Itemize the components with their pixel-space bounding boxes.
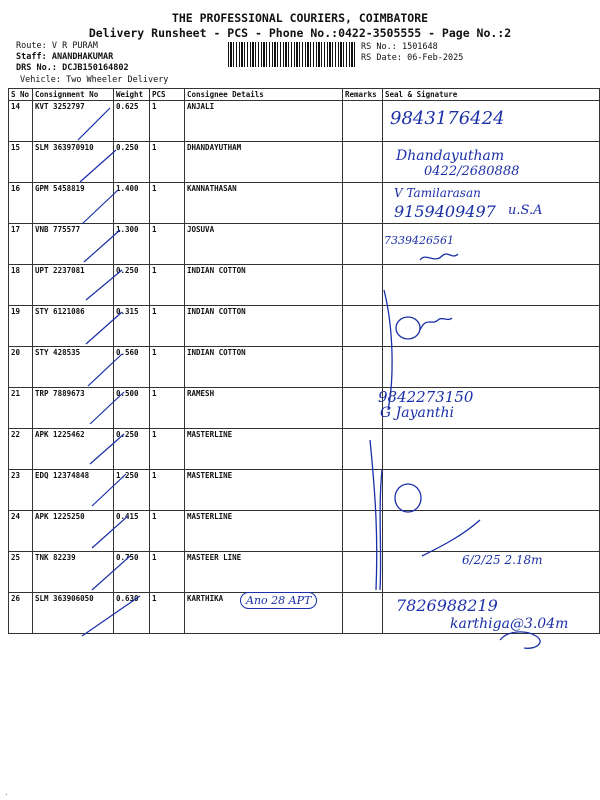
cell-sno: 20 xyxy=(9,347,33,388)
signature xyxy=(422,520,480,556)
cell-weight: 0.500 xyxy=(114,388,150,429)
staff-label: Staff: xyxy=(16,52,47,62)
cell-cno: UPT 2237081 xyxy=(33,265,114,306)
cell-sno: 18 xyxy=(9,265,33,306)
cell-cno: VNB 775577 xyxy=(33,224,114,265)
stamp-circle xyxy=(396,317,420,339)
cell-weight: 0.250 xyxy=(114,429,150,470)
cell-weight: 0.625 xyxy=(114,101,150,142)
tick-mark xyxy=(82,596,140,636)
cell-cno: APK 1225462 xyxy=(33,429,114,470)
signature xyxy=(384,290,392,410)
cell-weight: 0.250 xyxy=(114,142,150,183)
tick-mark xyxy=(92,556,130,590)
cell-cno: SLM 363970910 xyxy=(33,142,114,183)
route-value: V R PURAM xyxy=(51,41,98,51)
vehicle-label: Vehicle: xyxy=(20,75,61,85)
cell-cno: SLM 363906050 xyxy=(33,593,114,634)
handwritten-date: 6/2/25 2.18m xyxy=(462,553,543,567)
col-seal: Seal & Signature xyxy=(383,89,600,101)
cell-weight: 1.400 xyxy=(114,183,150,224)
route-label: Route: xyxy=(16,41,47,51)
tick-mark xyxy=(90,434,124,464)
rs-date-label: RS Date: xyxy=(361,53,402,63)
cell-weight: 1.300 xyxy=(114,224,150,265)
cell-pcs: 1 xyxy=(150,593,185,634)
staff-value: ANANDHAKUMAR xyxy=(51,52,114,62)
handwritten-name: G Jayanthi xyxy=(380,405,454,421)
cell-sno: 23 xyxy=(9,470,33,511)
cell-sno: 25 xyxy=(9,552,33,593)
signature xyxy=(500,632,540,648)
cell-consignee: INDIAN COTTON xyxy=(185,265,343,306)
col-consignee: Consignee Details xyxy=(185,89,343,101)
cell-sno: 17 xyxy=(9,224,33,265)
col-pcs: PCS xyxy=(150,89,185,101)
cell-sno: 16 xyxy=(9,183,33,224)
signature xyxy=(370,440,377,590)
tick-mark xyxy=(86,270,122,300)
cell-consignee: INDIAN COTTON xyxy=(185,347,343,388)
handwritten-note: u.S.A xyxy=(508,203,543,218)
tick-mark xyxy=(92,516,128,548)
cell-weight: 0.750 xyxy=(114,552,150,593)
tick-mark xyxy=(80,150,116,182)
handwritten-phone: 0422/2680888 xyxy=(424,164,520,179)
cell-pcs: 1 xyxy=(150,470,185,511)
col-weight: Weight xyxy=(114,89,150,101)
col-sno: S No xyxy=(9,89,33,101)
rs-no-label: RS No.: xyxy=(361,42,397,52)
handwritten-name: karthiga@3.04m xyxy=(450,616,569,632)
tick-mark xyxy=(86,312,122,344)
signature xyxy=(420,254,458,260)
cell-cno: TNK 82239 xyxy=(33,552,114,593)
cell-weight: 0.315 xyxy=(114,306,150,347)
cell-sno: 26 xyxy=(9,593,33,634)
tick-mark xyxy=(92,474,126,506)
cell-consignee: KANNATHASAN xyxy=(185,183,343,224)
cell-cno: APK 1225250 xyxy=(33,511,114,552)
cell-pcs: 1 xyxy=(150,552,185,593)
signature xyxy=(420,318,452,330)
cell-pcs: 1 xyxy=(150,224,185,265)
cell-consignee: JOSUVA xyxy=(185,224,343,265)
rs-date-value: 06-Feb-2025 xyxy=(407,53,464,63)
cell-consignee: MASTERLINE xyxy=(185,429,343,470)
cell-consignee: MASTERLINE xyxy=(185,470,343,511)
tick-mark xyxy=(78,108,110,140)
col-remarks: Remarks xyxy=(343,89,383,101)
cell-consignee: RAMESH xyxy=(185,388,343,429)
cell-cno: TRP 7889673 xyxy=(33,388,114,429)
tick-marks xyxy=(78,108,140,636)
cell-weight: 0.250 xyxy=(114,265,150,306)
cell-consignee: MASTEER LINE xyxy=(185,552,343,593)
cell-cno: EDQ 12374848 xyxy=(33,470,114,511)
cell-pcs: 1 xyxy=(150,347,185,388)
cell-sno: 19 xyxy=(9,306,33,347)
cell-pcs: 1 xyxy=(150,511,185,552)
cell-consignee: ANJALI xyxy=(185,101,343,142)
cell-pcs: 1 xyxy=(150,306,185,347)
cell-sno: 21 xyxy=(9,388,33,429)
signatures xyxy=(370,254,540,648)
cell-pcs: 1 xyxy=(150,429,185,470)
cell-weight: 0.415 xyxy=(114,511,150,552)
drs-value: DCJB150164802 xyxy=(62,63,129,73)
cell-pcs: 1 xyxy=(150,265,185,306)
rs-no-value: 1501648 xyxy=(401,42,438,52)
tick-mark xyxy=(90,392,124,424)
handwritten-phone: 9159409497 xyxy=(394,202,496,221)
tick-mark xyxy=(82,190,118,224)
cell-sno: 15 xyxy=(9,142,33,183)
cell-cno: KVT 3252797 xyxy=(33,101,114,142)
stamp-circle xyxy=(395,484,421,512)
cell-weight: 1.250 xyxy=(114,470,150,511)
col-consignment: Consignment No xyxy=(33,89,114,101)
cell-sno: 24 xyxy=(9,511,33,552)
handwritten-phone: 7339426561 xyxy=(384,234,454,247)
handwritten-phone: 7826988219 xyxy=(396,596,498,615)
cell-consignee: INDIAN COTTON xyxy=(185,306,343,347)
cell-consignee: KARTHIKA xyxy=(185,593,343,634)
cell-cno: STY 428535 xyxy=(33,347,114,388)
drs-label: DRS No.: xyxy=(16,63,57,73)
cell-weight: 0.560 xyxy=(114,347,150,388)
cell-weight: 0.630 xyxy=(114,593,150,634)
cell-pcs: 1 xyxy=(150,388,185,429)
handwritten-phone: 9843176424 xyxy=(390,108,505,129)
cell-consignee: DHANDAYUTHAM xyxy=(185,142,343,183)
handwritten-remark: Ano 28 APT xyxy=(240,592,317,609)
corner-mark: · xyxy=(4,790,9,799)
cell-pcs: 1 xyxy=(150,183,185,224)
cell-sno: 22 xyxy=(9,429,33,470)
cell-sno: 14 xyxy=(9,101,33,142)
handwritten-name: Dhandayutham xyxy=(396,148,505,164)
cell-cno: GPM 5458819 xyxy=(33,183,114,224)
tick-mark xyxy=(84,230,120,262)
tick-mark xyxy=(88,354,122,386)
handwritten-name: V Tamilarasan xyxy=(394,186,481,200)
cell-pcs: 1 xyxy=(150,101,185,142)
cell-consignee: MASTERLINE xyxy=(185,511,343,552)
vehicle-value: Two Wheeler Delivery xyxy=(66,75,169,85)
cell-cno: STY 6121086 xyxy=(33,306,114,347)
signature xyxy=(380,470,382,590)
runsheet-subtitle: Delivery Runsheet - PCS - Phone No.:0422-3505555 - Page No.:2 xyxy=(88,26,512,40)
handwritten-phone: 9842273150 xyxy=(378,388,474,406)
cell-pcs: 1 xyxy=(150,142,185,183)
company-title: THE PROFESSIONAL COURIERS, COIMBATORE xyxy=(171,11,429,25)
